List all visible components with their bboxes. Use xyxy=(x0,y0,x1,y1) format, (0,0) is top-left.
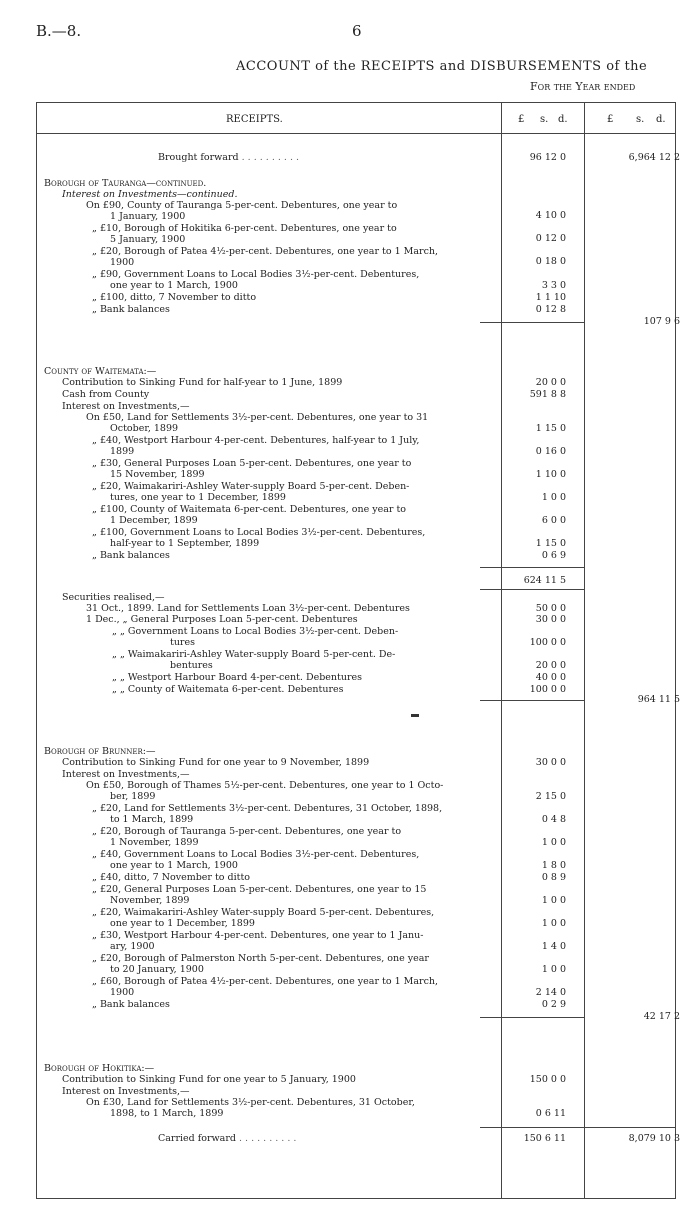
section-total: 107 9 6 xyxy=(643,316,680,327)
list-item: 1 December, 1899 xyxy=(110,515,198,526)
list-item: „ £40, ditto, 7 November to ditto xyxy=(92,872,251,883)
amount: 100 0 0 xyxy=(529,637,566,648)
amount: 1 8 0 xyxy=(541,860,566,871)
list-item: On £50, Borough of Thames 5½-per-cent. Debentures, one year to 1 Octo- xyxy=(86,780,444,791)
list-item: „ £20, Borough of Patea 4½-per-cent. Debentures, one year to 1 March, xyxy=(92,246,439,257)
section-total: 964 11 5 xyxy=(637,694,680,705)
amount: 30 0 0 xyxy=(535,757,566,768)
amount: 20 0 0 xyxy=(535,377,566,388)
pounds-header: £ xyxy=(518,114,525,125)
list-item: „ £40, Government Loans to Local Bodies 3½-per-cent. Debentures, xyxy=(92,849,420,860)
pence-header-2: d. xyxy=(656,114,666,125)
list-item: „ Bank balances xyxy=(92,999,170,1010)
list-item: „ £100, County of Waitemata 6-per-cent. Debentures, one year to xyxy=(92,504,407,515)
list-item: „ £20, General Purposes Loan 5-per-cent. Debentures, one year to 15 xyxy=(92,884,427,895)
list-item: one year to 1 March, 1900 xyxy=(110,860,238,871)
list-item: 31 Oct., 1899. Land for Settlements Loan 3½-per-cent. Debentures xyxy=(86,603,410,614)
section-heading-waitemata: County of Waitemata:— xyxy=(44,366,157,377)
list-item: Contribution to Sinking Fund for half-year to 1 June, 1899 xyxy=(62,377,343,388)
amount: 1 0 0 xyxy=(541,492,566,503)
amount: 30 0 0 xyxy=(535,614,566,625)
list-item: to 20 January, 1900 xyxy=(110,964,204,975)
list-item: „ £20, Borough of Tauranga 5-per-cent. Debentures, one year to xyxy=(92,826,402,837)
list-item: „ „ Westport Harbour Board 4-per-cent. Debentures xyxy=(112,672,363,683)
list-item: „ „ Government Loans to Local Bodies 3½-per-cent. Deben- xyxy=(112,626,399,637)
list-item: to 1 March, 1899 xyxy=(110,814,194,825)
amount: 150 0 0 xyxy=(529,1074,566,1085)
list-item: „ £10, Borough of Hokitika 6-per-cent. Debentures, one year to xyxy=(92,223,397,234)
column-divider xyxy=(584,102,585,1199)
amount: 1 1 10 xyxy=(535,292,566,303)
list-item: 5 January, 1900 xyxy=(110,234,186,245)
shillings-header: s. xyxy=(540,114,549,125)
amount: 100 0 0 xyxy=(529,684,566,695)
list-item: 1 November, 1899 xyxy=(110,837,199,848)
amount: 0 8 9 xyxy=(541,872,566,883)
subtotal-rule xyxy=(480,1017,584,1018)
page-number: 6 xyxy=(352,22,362,40)
amount: 1 0 0 xyxy=(541,918,566,929)
list-item: Interest on Investments,— xyxy=(62,1086,190,1097)
total-rule xyxy=(480,1127,676,1128)
list-item: one year to 1 December, 1899 xyxy=(110,918,255,929)
carried-forward-total: 8,079 10 3 xyxy=(628,1133,680,1144)
page-title: ACCOUNT of the RECEIPTS and DISBURSEMENTS of the xyxy=(236,59,648,74)
page-subtitle: For the Year ended xyxy=(530,80,636,93)
list-item: On £50, Land for Settlements 3½-per-cent. Debentures, one year to 31 xyxy=(86,412,429,423)
list-item: Contribution to Sinking Fund for one year to 5 January, 1900 xyxy=(62,1074,356,1085)
list-item: 1898, to 1 March, 1899 xyxy=(110,1108,224,1119)
amount: 0 12 8 xyxy=(535,304,566,315)
list-item: „ £20, Borough of Palmerston North 5-per-cent. Debentures, one year xyxy=(92,953,429,964)
amount: 0 18 0 xyxy=(535,256,566,267)
amount: 0 6 9 xyxy=(541,550,566,561)
amount: 2 14 0 xyxy=(535,987,566,998)
list-item: „ £100, ditto, 7 November to ditto xyxy=(92,292,257,303)
list-item: October, 1899 xyxy=(110,423,179,434)
list-item: one year to 1 March, 1900 xyxy=(110,280,238,291)
list-item: „ £30, Westport Harbour 4-per-cent. Debentures, one year to 1 Janu- xyxy=(92,930,424,941)
amount: 591 8 8 xyxy=(529,389,566,400)
subtotal: 624 11 5 xyxy=(523,575,566,586)
list-item: „ £40, Westport Harbour 4-per-cent. Debentures, half-year to 1 July, xyxy=(92,435,420,446)
list-item: „ £30, General Purposes Loan 5-per-cent. Debentures, one year to xyxy=(92,458,412,469)
carried-forward-label: Carried forward . . . . . . . . . . xyxy=(158,1133,297,1144)
brought-forward-total: 6,964 12 2 xyxy=(628,152,680,163)
amount: 0 16 0 xyxy=(535,446,566,457)
list-item: On £90, County of Tauranga 5-per-cent. Debentures, one year to xyxy=(86,200,398,211)
list-item: ber, 1899 xyxy=(110,791,156,802)
amount: 1 15 0 xyxy=(535,423,566,434)
amount: 4 10 0 xyxy=(535,210,566,221)
amount: 1 0 0 xyxy=(541,964,566,975)
tauranga-subheading: Interest on Investments—continued. xyxy=(62,189,238,200)
list-item: „ £90, Government Loans to Local Bodies 3½-per-cent. Debentures, xyxy=(92,269,420,280)
amount: 0 6 11 xyxy=(535,1108,566,1119)
list-item: „ £100, Government Loans to Local Bodies 3½-per-cent. Debentures, xyxy=(92,527,426,538)
list-item: Interest on Investments,— xyxy=(62,769,190,780)
amount: 6 0 0 xyxy=(541,515,566,526)
section-total: 42 17 2 xyxy=(643,1011,680,1022)
list-item: tures xyxy=(170,637,195,648)
shillings-header-2: s. xyxy=(636,114,645,125)
section-heading-hokitika: Borough of Hokitika:— xyxy=(44,1063,155,1074)
brought-forward-label: Brought forward . . . . . . . . . . xyxy=(158,152,300,163)
amount: 1 0 0 xyxy=(541,837,566,848)
ink-mark xyxy=(411,714,419,717)
subtotal-rule xyxy=(480,322,584,323)
list-item: 1899 xyxy=(110,446,135,457)
amount: 0 12 0 xyxy=(535,233,566,244)
list-item: „ £20, Land for Settlements 3½-per-cent. Debentures, 31 October, 1898, xyxy=(92,803,443,814)
list-item: 1900 xyxy=(110,257,135,268)
list-item: „ £20, Waimakariri-Ashley Water-supply Board 5-per-cent. Debentures, xyxy=(92,907,435,918)
list-item: ary, 1900 xyxy=(110,941,155,952)
list-item: „ £60, Borough of Patea 4½-per-cent. Debentures, one year to 1 March, xyxy=(92,976,439,987)
list-item: Interest on Investments,— xyxy=(62,401,190,412)
amount: 1 15 0 xyxy=(535,538,566,549)
section-heading-tauranga: Borough of Tauranga—continued. xyxy=(44,178,207,189)
list-item: Contribution to Sinking Fund for one year to 9 November, 1899 xyxy=(62,757,370,768)
list-item: tures, one year to 1 December, 1899 xyxy=(110,492,286,503)
brought-forward-amount: 96 12 0 xyxy=(529,152,566,163)
subtotal-rule xyxy=(480,700,584,701)
section-heading-brunner: Borough of Brunner:— xyxy=(44,746,156,757)
list-item: „ £20, Waimakariri-Ashley Water-supply Board 5-per-cent. Deben- xyxy=(92,481,410,492)
securities-heading: Securities realised,— xyxy=(62,592,165,603)
list-item: 1900 xyxy=(110,987,135,998)
amount: 20 0 0 xyxy=(535,660,566,671)
list-item: On £30, Land for Settlements 3½-per-cent. Debentures, 31 October, xyxy=(86,1097,415,1108)
list-item: November, 1899 xyxy=(110,895,190,906)
list-item: 1 January, 1900 xyxy=(110,211,186,222)
list-item: half-year to 1 September, 1899 xyxy=(110,538,260,549)
subtotal-rule xyxy=(480,567,584,568)
pence-header: d. xyxy=(558,114,568,125)
list-item: „ „ Waimakariri-Ashley Water-supply Board 5-per-cent. De- xyxy=(112,649,396,660)
amount: 1 4 0 xyxy=(541,941,566,952)
list-item: bentures xyxy=(170,660,213,671)
amount: 1 0 0 xyxy=(541,895,566,906)
amount: 50 0 0 xyxy=(535,603,566,614)
list-item: „ Bank balances xyxy=(92,304,170,315)
amount: 3 3 0 xyxy=(541,280,566,291)
pounds-header-2: £ xyxy=(607,114,614,125)
list-item: „ Bank balances xyxy=(92,550,170,561)
receipts-column-header: RECEIPTS. xyxy=(226,114,283,125)
header-rule xyxy=(36,133,676,134)
amount: 2 15 0 xyxy=(535,791,566,802)
amount: 40 0 0 xyxy=(535,672,566,683)
list-item: 1 Dec., „ General Purposes Loan 5-per-cent. Debentures xyxy=(86,614,358,625)
list-item: 15 November, 1899 xyxy=(110,469,205,480)
subtotal-rule xyxy=(480,589,584,590)
list-item: Cash from County xyxy=(62,389,150,400)
carried-forward-amount: 150 6 11 xyxy=(523,1133,566,1144)
list-item: „ „ County of Waitemata 6-per-cent. Debentures xyxy=(112,684,344,695)
amount: 1 10 0 xyxy=(535,469,566,480)
amount: 0 2 9 xyxy=(541,999,566,1010)
report-reference: B.—8. xyxy=(36,22,82,40)
amount: 0 4 8 xyxy=(541,814,566,825)
